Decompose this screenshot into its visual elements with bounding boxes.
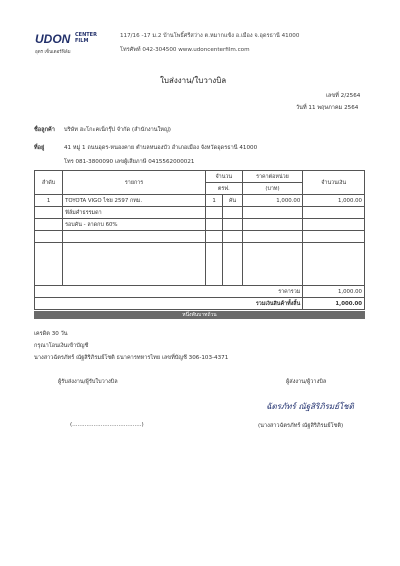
- logo-text-2: CENTER FILM: [75, 32, 97, 44]
- col-header-unit: ตรฟ.: [205, 183, 242, 195]
- total-row: [35, 298, 365, 310]
- subtotal-row: [35, 286, 365, 298]
- customer-address-label: ที่อยู่: [34, 145, 45, 151]
- col-header-price: ราคาต่อหน่วย: [242, 171, 303, 183]
- row-qty: [205, 231, 222, 243]
- row-no: 1: [35, 195, 63, 207]
- row-price: 1,000.00: [242, 195, 303, 207]
- col-header-amount: จำนวนเงิน: [303, 171, 365, 195]
- row-price: [242, 219, 303, 231]
- table-row: [35, 207, 365, 219]
- row-amount: 1,000.00: [303, 195, 365, 207]
- document-title: ใบส่งงาน/ใบวางบิล: [160, 76, 227, 85]
- receiver-label: ผู้รับส่งงาน/ผู้รับใบวางบิล: [58, 379, 118, 385]
- total-value: 1,000.00: [303, 298, 365, 310]
- row-unit: [223, 207, 242, 219]
- col-header-price-unit: (บาท): [242, 183, 303, 195]
- items-table: [34, 170, 365, 310]
- credit-terms: เครดิต 30 วัน: [34, 331, 68, 337]
- transfer-note: กรุณาโอนเงินเข้าบัญชี: [34, 343, 89, 349]
- row-price: [242, 231, 303, 243]
- col-header-no: ลำดับ: [35, 171, 63, 195]
- row-item: รอบคัน - ลาดกบ 60%: [63, 219, 206, 231]
- row-no: [35, 231, 63, 243]
- row-unit: [223, 219, 242, 231]
- company-logo: [35, 28, 95, 62]
- subtotal-value: 1,000.00: [303, 286, 365, 298]
- company-contact: โทรศัพท์ 042-304500 www.udoncenterfilm.com: [120, 47, 250, 53]
- row-no: [35, 207, 63, 219]
- row-amount: [303, 207, 365, 219]
- col-header-qty: จำนวน: [205, 171, 242, 183]
- row-price: [242, 207, 303, 219]
- sender-signature: ฉัตรภัทร์ ณัฐสิริภิรมย์โชติ: [266, 402, 354, 411]
- document-date: วันที่ 11 พฤษภาคม 2564: [296, 105, 359, 111]
- row-amount: [303, 219, 365, 231]
- row-no: [35, 219, 63, 231]
- customer-address: 41 หมู่ 1 ถนนอุดร-หนองคาย ตำบลหนองบัว อำเภอเมือง จังหวัดอุดรธานี 41000: [64, 145, 258, 151]
- logo-text: UDON: [35, 32, 71, 46]
- customer-name: บริษัท ฮะโกะคเน็กรุ๊ป จำกัด (สำนักงานใหญ่): [64, 127, 171, 133]
- company-address: 117/16 -17 ม.2 บ้านโพธิ์ศรีสว่าง ต.หมากแข้ง อ.เมือง จ.อุดรธานี 41000: [120, 33, 300, 39]
- sender-label: ผู้ส่งงาน/ผู้วางบิล: [286, 379, 327, 385]
- row-qty: [205, 207, 222, 219]
- row-item: TOYOTA VIGO ไชย 2597 กทม.: [63, 195, 206, 207]
- receiver-name-line: (.......................................): [70, 422, 144, 428]
- subtotal-label: ราคารวม: [35, 286, 303, 298]
- row-unit: คัน: [223, 195, 242, 207]
- bank-account: นางสาวฉัตรภัทร์ ณัฐสิริภิรมย์โชติ ธนาคารทหารไทย เลขที่บัญชี 306-103-4371: [34, 355, 229, 361]
- table-row: [35, 195, 365, 207]
- customer-name-label: ชื่อลูกค้า: [34, 127, 55, 133]
- row-qty: [205, 219, 222, 231]
- table-row: [35, 231, 365, 243]
- amount-in-words-band: หนึ่งพันบาทถ้วน: [34, 311, 365, 319]
- col-header-item: รายการ: [63, 171, 206, 195]
- table-row-spacer: [35, 243, 365, 286]
- sender-name: (นางสาวฉัตรภัทร์ ณัฐสิริภิรมย์โชติ): [258, 423, 344, 429]
- total-label: รวมเงินสินค้าทั้งสิ้น: [35, 298, 303, 310]
- logo-subtext: อุดร เซ็นเตอร์ฟิล์ม: [35, 50, 71, 55]
- row-qty: 1: [205, 195, 222, 207]
- document-number: เลขที่ 2/2564: [326, 93, 361, 99]
- row-item: ฟิล์มคำธรรมดา: [63, 207, 206, 219]
- row-amount: [303, 231, 365, 243]
- row-item: [63, 231, 206, 243]
- customer-phone: โทร 081-3800090 เลขผู้เสียภาษี 0415562000021: [64, 159, 195, 165]
- table-row: [35, 219, 365, 231]
- row-unit: [223, 231, 242, 243]
